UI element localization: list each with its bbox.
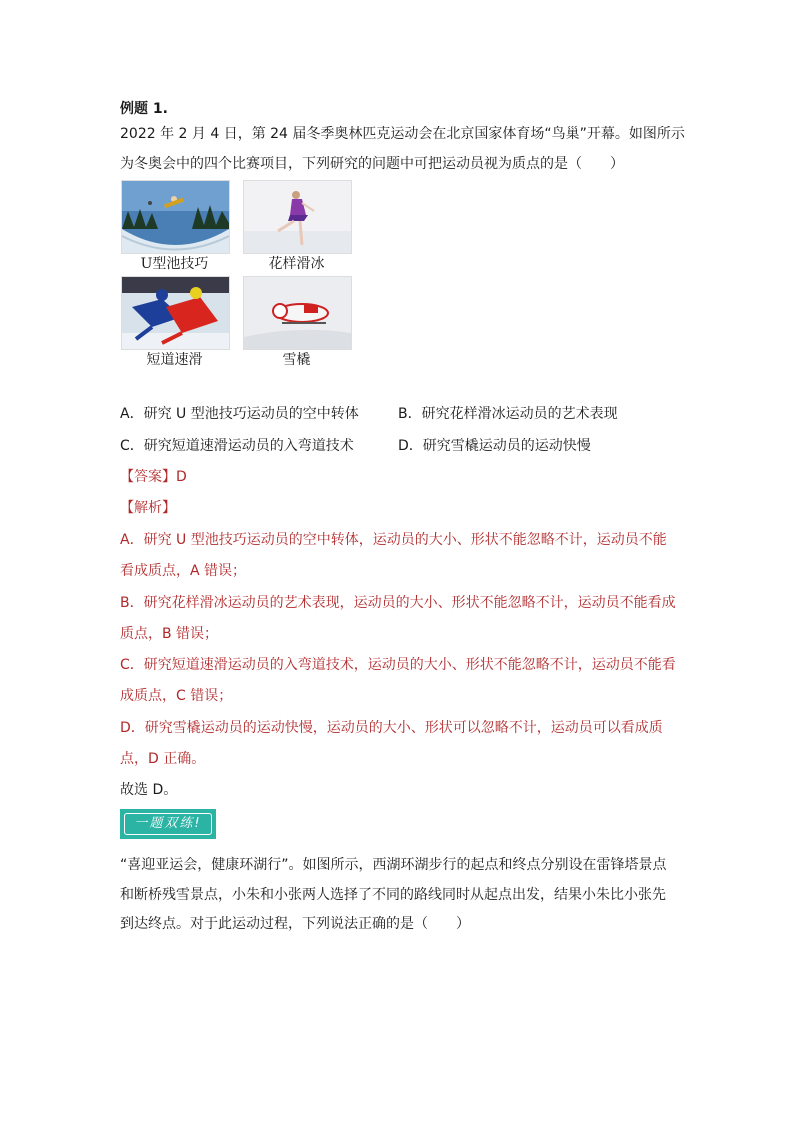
option-b: B．研究花样滑冰运动员的艺术表现 xyxy=(398,406,618,422)
option-d: D．研究雪橇运动员的运动快慢 xyxy=(398,438,591,454)
question-line-2: 为冬奥会中的四个比赛项目，下列研究的问题中可把运动员视为质点的是（ ） xyxy=(120,156,624,172)
option-a: A．研究 U 型池技巧运动员的空中转体 xyxy=(120,406,359,422)
practice-badge xyxy=(120,809,216,839)
analysis-line: 点，D 正确。 xyxy=(120,751,206,767)
analysis-line: 质点，B 错误； xyxy=(120,626,219,642)
short-track-photo xyxy=(121,276,230,350)
practice-badge-text: 一题双练! xyxy=(124,813,212,835)
analysis-line: 看成质点，A 错误； xyxy=(120,563,247,579)
question-line-1: 2022 年 2 月 4 日，第 24 届冬季奥林匹克运动会在北京国家体育场“鸟巢”开幕。如图所示 xyxy=(120,126,685,142)
figure-skating-caption: 花样滑冰 xyxy=(268,256,325,272)
example-title: 例题 1. xyxy=(120,101,168,117)
skeleton-photo xyxy=(243,276,352,350)
practice-line-1: “喜迎亚运会，健康环湖行”。如图所示，西湖环湖步行的起点和终点分别设在雷锋塔景点 xyxy=(120,857,667,873)
short-track-caption: 短道速滑 xyxy=(146,352,203,368)
practice-line-2: 和断桥残雪景点，小朱和小张两人选择了不同的路线同时从起点出发，结果小朱比小张先 xyxy=(120,887,666,903)
figure-skating-photo xyxy=(243,180,352,254)
answer-line: 【答案】D xyxy=(120,469,187,485)
analysis-line: D．研究雪橇运动员的运动快慢，运动员的大小、形状可以忽略不计，运动员可以看成质 xyxy=(120,720,663,736)
halfpipe-photo xyxy=(121,180,230,254)
analysis-line: C．研究短道速滑运动员的入弯道技术，运动员的大小、形状不能忽略不计，运动员不能看 xyxy=(120,657,676,673)
option-c: C．研究短道速滑运动员的入弯道技术 xyxy=(120,438,354,454)
halfpipe-caption: U型池技巧 xyxy=(140,256,209,272)
analysis-label: 【解析】 xyxy=(120,500,176,516)
analysis-line: A．研究 U 型池技巧运动员的空中转体，运动员的大小、形状不能忽略不计，运动员不能 xyxy=(120,532,667,548)
skeleton-caption: 雪橇 xyxy=(282,352,311,368)
analysis-line: 成质点，C 错误； xyxy=(120,688,233,704)
conclusion-line: 故选 D。 xyxy=(120,782,178,798)
analysis-line: B．研究花样滑冰运动员的艺术表现，运动员的大小、形状不能忽略不计，运动员不能看成 xyxy=(120,595,676,611)
practice-line-3: 到达终点。对于此运动过程，下列说法正确的是（ ） xyxy=(120,916,470,932)
